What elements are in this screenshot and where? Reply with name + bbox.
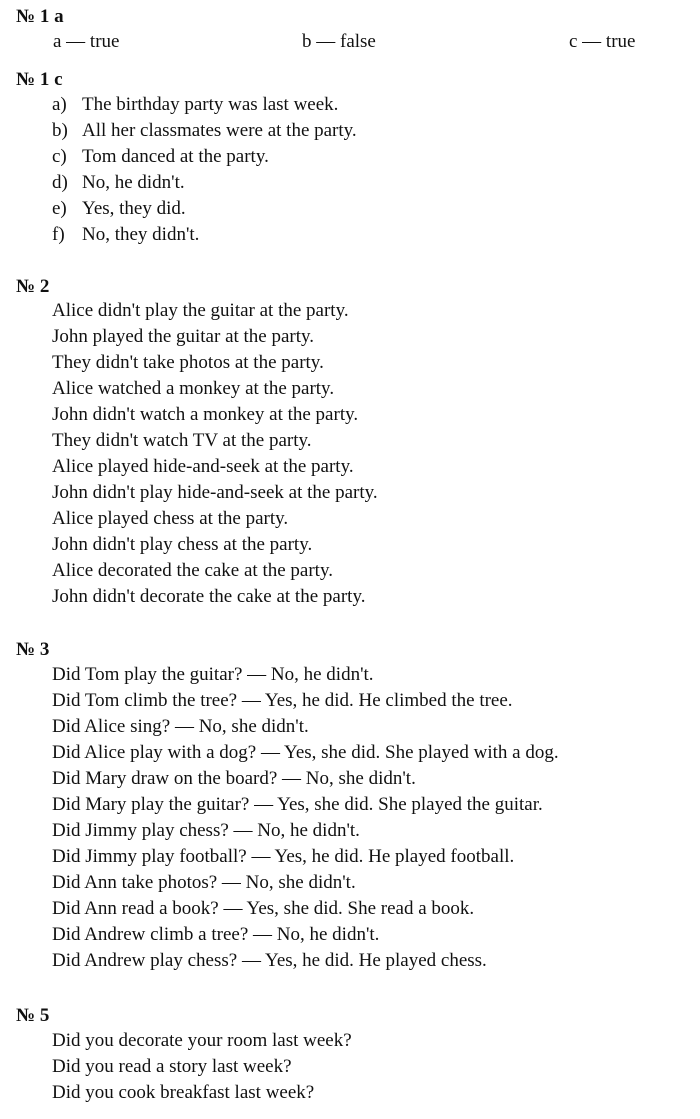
list-item-text: No, they didn't. (82, 224, 200, 245)
question-answer-line: Did Alice play with a dog? — Yes, she did. She played with a dog. (52, 742, 559, 763)
sentence-line: John didn't watch a monkey at the party. (52, 404, 359, 425)
list-item (52, 92, 338, 118)
list-item-text: No, he didn't. (82, 172, 185, 193)
list-item-mark: b) (52, 120, 68, 141)
list-item (52, 196, 186, 222)
list-item-text: Yes, they did. (82, 198, 186, 219)
answer-b: b — false (302, 31, 376, 52)
sentence-line: John didn't play chess at the party. (52, 534, 313, 555)
sentence-line: Alice watched a monkey at the party. (52, 378, 335, 399)
question-line: Did you decorate your room last week? (52, 1030, 352, 1051)
question-answer-line: Did Jimmy play football? — Yes, he did. He played football. (52, 846, 515, 867)
list-item (52, 170, 185, 196)
answer-c: c — true (569, 31, 636, 52)
section-2-heading: № 2 (16, 276, 50, 297)
list-item-text: Tom danced at the party. (82, 146, 269, 167)
sentence-line: Alice played chess at the party. (52, 508, 289, 529)
list-item (52, 144, 269, 170)
question-answer-line: Did Tom play the guitar? — No, he didn't. (52, 664, 374, 685)
list-item-mark: e) (52, 198, 67, 219)
sentence-line: John didn't decorate the cake at the party. (52, 586, 366, 607)
question-answer-line: Did Andrew play chess? — Yes, he did. He played chess. (52, 950, 487, 971)
sentence-line: Alice decorated the cake at the party. (52, 560, 333, 581)
sentence-line: They didn't watch TV at the party. (52, 430, 312, 451)
answer-a: a — true (53, 31, 120, 52)
question-line: Did you read a story last week? (52, 1056, 292, 1077)
sentence-line: John played the guitar at the party. (52, 326, 315, 347)
sentence-line: They didn't take photos at the party. (52, 352, 324, 373)
question-answer-line: Did Ann read a book? — Yes, she did. She read a book. (52, 898, 475, 919)
list-item (52, 222, 199, 248)
section-1c-heading: № 1 c (16, 69, 63, 90)
question-answer-line: Did Mary play the guitar? — Yes, she did. She played the guitar. (52, 794, 543, 815)
question-answer-line: Did Jimmy play chess? — No, he didn't. (52, 820, 360, 841)
sentence-line: Alice played hide-and-seek at the party. (52, 456, 354, 477)
sentence-line: Alice didn't play the guitar at the party. (52, 300, 349, 321)
question-answer-line: Did Andrew climb a tree? — No, he didn't. (52, 924, 380, 945)
list-item-mark: a) (52, 94, 67, 115)
section-1a-heading: № 1 a (16, 6, 64, 27)
question-answer-line: Did Mary draw on the board? — No, she didn't. (52, 768, 416, 789)
list-item-mark: f) (52, 224, 65, 245)
section-5-heading: № 5 (16, 1005, 50, 1026)
question-answer-line: Did Ann take photos? — No, she didn't. (52, 872, 356, 893)
list-item-text: The birthday party was last week. (82, 94, 339, 115)
question-line: Did you cook breakfast last week? (52, 1082, 315, 1103)
list-item (52, 118, 357, 144)
list-item-mark: c) (52, 146, 67, 167)
section-3-heading: № 3 (16, 639, 50, 660)
question-answer-line: Did Tom climb the tree? — Yes, he did. He climbed the tree. (52, 690, 513, 711)
sentence-line: John didn't play hide-and-seek at the party. (52, 482, 378, 503)
list-item-mark: d) (52, 172, 68, 193)
list-item-text: All her classmates were at the party. (82, 120, 357, 141)
question-answer-line: Did Alice sing? — No, she didn't. (52, 716, 309, 737)
